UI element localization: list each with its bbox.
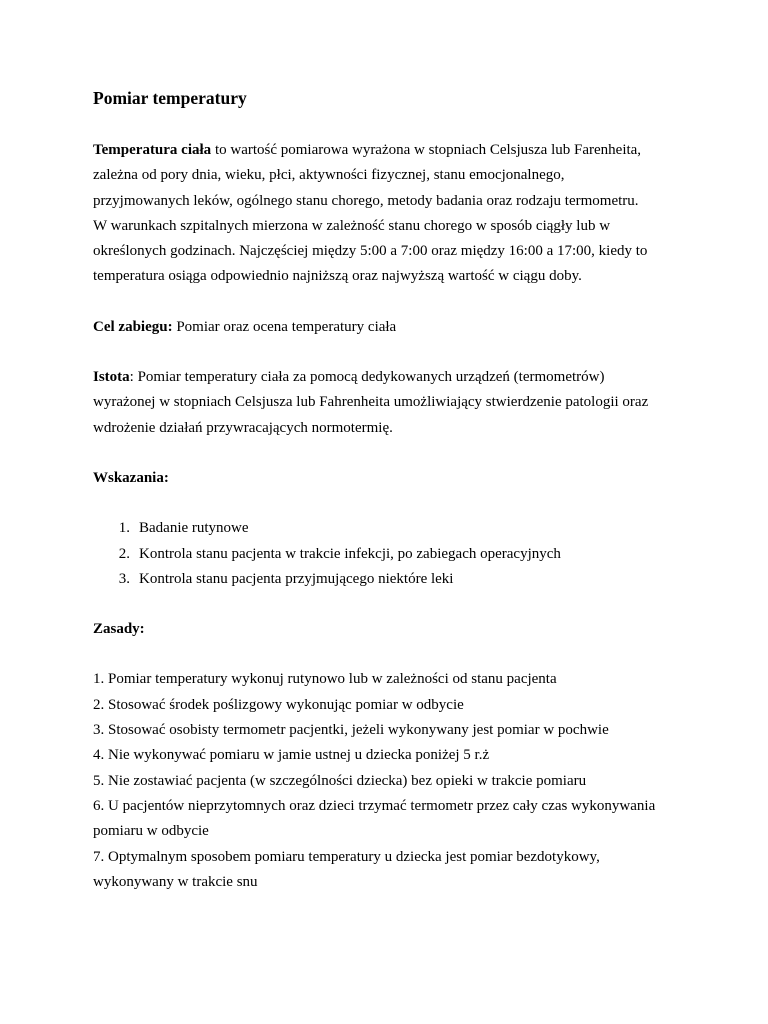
list-item [93, 567, 683, 592]
list-item-text: Kontrola stanu pacjenta w trakcie infekcji, po zabiegach operacyjnych [139, 545, 561, 562]
essence-line [93, 365, 683, 390]
rules-section [93, 617, 683, 895]
essence-section [93, 365, 683, 441]
intro-line: W warunkach szpitalnych mierzona w zależność stanu chorego w sposób ciągły lub w [93, 217, 611, 234]
essence-line: wyrażonej w stopniach Celsjusza lub Fahrenheita umożliwiający stwierdzenie patologii oraz [93, 394, 649, 411]
rule-line: pomiaru w odbycie [93, 823, 209, 840]
essence-line-text: : Pomiar temperatury ciała za pomocą dedykowanych urządzeń (termometrów) [129, 369, 605, 386]
goal-line [93, 315, 683, 340]
list-item-text: Kontrola stanu pacjenta przyjmującego niektóre leki [139, 570, 454, 587]
rule-line: 2. Stosować środek poślizgowy wykonując pomiar w odbycie [93, 696, 464, 713]
document-page [93, 86, 683, 895]
intro-line: przyjmowanych leków, ogólnego stanu chorego, metody badania oraz rodzaju termometru. [93, 192, 639, 209]
intro-line: zależna od pory dnia, wieku, płci, aktywności fizycznej, stanu emocjonalnego, [93, 167, 565, 184]
list-item [93, 516, 683, 541]
list-item-number: 1. [118, 520, 130, 537]
spacer [93, 491, 683, 516]
intro-line-text: to wartość pomiarowa wyrażona w stopniach Celsjusza lub Farenheita, [211, 142, 642, 158]
list-item-text: Badanie rutynowe [139, 520, 249, 537]
indications-list [93, 516, 683, 592]
rule-line: 3. Stosować osobisty termometr pacjentki, jeżeli wykonywany jest pomiar w pochwie [93, 722, 609, 739]
document-title: Pomiar temperatury [93, 88, 247, 108]
list-item-number: 3. [118, 570, 130, 587]
essence-label: Istota [93, 369, 130, 386]
rule-line: 6. U pacjentów nieprzytomnych oraz dzieci trzymać termometr przez cały czas wykonywania [93, 797, 656, 814]
spacer [93, 642, 683, 667]
goal-label: Cel zabiegu: [93, 318, 173, 335]
intro-line: temperatura osiąga odpowiednio najniższą oraz najwyższą wartość w ciągu doby. [93, 268, 582, 285]
essence-line: wdrożenie działań przywracających normotermię. [93, 419, 393, 436]
rule-line: 5. Nie zostawiać pacjenta (w szczególności dziecka) bez opieki w trakcie pomiaru [93, 772, 587, 789]
goal-text: Pomiar oraz ocena temperatury ciała [172, 318, 397, 335]
list-item-number: 2. [118, 545, 130, 562]
indications-heading: Wskazania: [93, 469, 169, 486]
rule-line: 7. Optymalnym sposobem pomiaru temperatury u dziecka jest pomiar bezdotykowy, [93, 848, 600, 865]
spacer [93, 592, 683, 617]
rule-line: 1. Pomiar temperatury wykonuj rutynowo lub w zależności od stanu pacjenta [93, 671, 557, 688]
intro-section [93, 138, 683, 290]
rule-line: wykonywany w trakcie snu [93, 873, 258, 890]
spacer [93, 290, 683, 315]
rules-heading: Zasady: [93, 621, 145, 638]
intro-line: określonych godzinach. Najczęściej między 5:00 a 7:00 oraz między 16:00 a 17:00, kiedy to [93, 243, 648, 260]
list-item [93, 542, 683, 567]
indications-section [93, 466, 683, 592]
intro-term: Temperatura ciała [93, 142, 212, 158]
spacer [93, 340, 683, 365]
goal-section [93, 315, 683, 340]
intro-line [93, 138, 683, 163]
rule-line: 4. Nie wykonywać pomiaru w jamie ustnej u dziecka poniżej 5 r.ż [93, 747, 490, 764]
spacer [93, 441, 683, 466]
